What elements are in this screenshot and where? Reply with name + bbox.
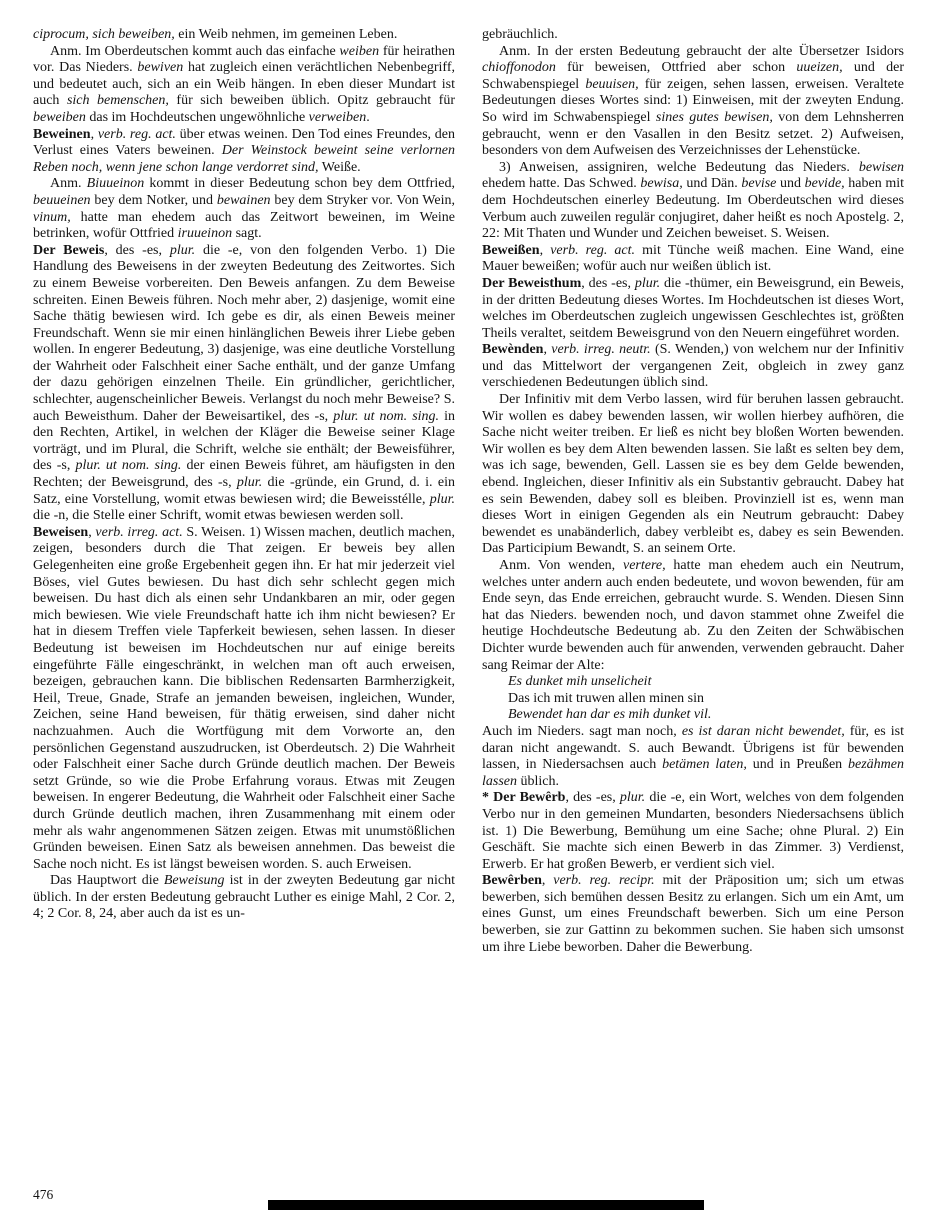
text-run: Das Hauptwort die <box>50 873 164 889</box>
two-column-text-block <box>33 27 904 956</box>
text-run: mit Tünche weiß machen. Eine Wand, eine Mauer beweißen; wofür auch nur weißen üblich ist. <box>482 242 905 275</box>
text-run: vertere, <box>622 558 666 573</box>
text-run: bey dem Stryker vor. Von Wein, <box>270 192 455 208</box>
text-run: plur. <box>429 491 455 507</box>
text-run: * Der Bewêrb <box>482 790 566 806</box>
text-run: hatte man ehedem auch das Zeitwort beweinen, im Weine betrinken, wofür Ottfried <box>33 209 455 242</box>
text-run: kommt in dieser Bedeutung schon bey dem Ottfried, <box>144 176 455 192</box>
entry-bewenden <box>482 342 904 392</box>
text-run: . <box>366 109 370 125</box>
text-run: , <box>539 242 551 258</box>
note-paragraph-anm <box>33 176 455 242</box>
text-run: gebräuchlich. <box>482 27 558 42</box>
text-run: Das ich mit truwen allen minen sin <box>508 690 704 706</box>
text-run: bewiven <box>137 60 184 76</box>
text-run: sagt. <box>232 226 262 242</box>
note-paragraph <box>482 160 904 243</box>
text-run: ist in der zweyten Bedeutung gar nicht üblich. In der ersten Bedeutung gebraucht Luther es einige Mahl, 2 Cor. 2, 4; 2 Cor. 8, 24, aber auch da ist es un- <box>33 873 455 922</box>
text-run: sines gutes bewisen, <box>655 109 773 125</box>
continuation-paragraph <box>482 27 904 44</box>
text-run: die -gründe, ein Grund, d. i. ein Satz, eine Vorstellung, womit etwas bewiesen wird; die Beweisstélle, <box>33 475 455 507</box>
text-run: verb. reg. act. <box>550 242 636 258</box>
text-run: hat zugleich einen verächtlichen Nebenbegriff, und bedeutet auch, sich an ein Weib hängen. In eben dieser Mundart ist auch <box>33 60 455 109</box>
text-run: hatte man ehedem auch ein Neutrum, welches unter andern auch enden bedeutete, und wovon bewenden, für am Ende seyn, das Ende erreichen, gebraucht wurde. S. Wenden. Diesen Sinn hat das Nieders. bewenden noch, und davon stammet ohne Zweifel die heutige Hochdeutsche Bedeutung ab. Zu den Zeiten der Schwäbischen Dichter wurde bewenden auch für anwenden, verwenden gebraucht. Daher sang Reimar der Alte: <box>482 558 905 673</box>
text-run: verweiben <box>308 109 367 125</box>
verse-line <box>508 691 904 708</box>
text-run: verb. reg. act. <box>97 126 176 142</box>
text-run: in den Rechten, Artikel, in welchen der Kläger die Beweise seiner Klage vorträgt, und im Plural, die Schrift, welche sie enthält; der Beweisführer, des -s, <box>33 408 456 474</box>
text-run: sich bemenschen, <box>66 93 169 109</box>
text-run: der einen Beweis führet, am häufigsten in den Rechten; der Beweisgrund, des -s, <box>33 458 456 491</box>
text-run: und Dän. <box>682 176 742 192</box>
text-run: uueizen, <box>796 60 843 76</box>
text-run: plur. ut nom. sing. <box>75 458 182 474</box>
entry-beweisen <box>33 525 455 873</box>
text-run: Auch im Nieders. sagt man noch, <box>482 723 682 739</box>
text-run: für sich beweiben üblich. Opitz gebraucht für <box>168 93 456 109</box>
body-paragraph <box>482 724 904 790</box>
text-run: die -e, von den folgenden Verbo. 1) Die Handlung des Beweisens in der zweyten Bedeutung des Zeitwortes. Sich zu einem Beweise vorbereiten. Den Beweis anfangen. Zu dem Beweise schreiten. Einen Beweis führen. Noch mehr aber, 2) dasjenige, womit eine Sache thätig bewiesen wird. Ich gebe es dir, als einen Beweis meiner Freundschaft. Wenn sie mir einen hinlänglichen Beweis ihrer Liebe geben wollen. In engerer Bedeutung, 3) dasjenige, was eine deutliche Vorstellung der Wahrheit oder Falschheit einer Sache enthält, und der ganze Umfang der dazu gehörigen einzelnen Theile. Ein gründlicher, gerichtlicher, schlechter, augenscheinlicher Beweis. Verlangst du noch mehr Beweise? S. auch Beweisthum. Daher der Beweisartikel, des -s, <box>33 242 456 424</box>
note-paragraph-anm <box>482 44 904 160</box>
text-run: , des -es, <box>565 790 620 806</box>
text-run: haben mit dem Hochdeutschen einerley Bedeutung. Im Oberdeutschen wird dieses Verbum auch zuweilen regulär conjugiret, daher heißt es noch Apostelg. 2, 22: Mit Thaten und Wunder und Zeichen beweiset. S. Weisen. <box>482 176 904 242</box>
text-run: Beweißen <box>482 242 540 258</box>
text-run: die -n, die Stelle einer Schrift, womit etwas bewiesen werden soll. <box>33 508 404 524</box>
text-run: es ist daran nicht bewendet, <box>681 723 845 739</box>
text-run: die -e, ein Wort, welches von dem folgenden Verbo nur in den gemeinen Mundarten, besonders Niedersachsens üblich ist. 1) Die Bewerbung, Bemühung um eine Sache; ohne Plural. 2) Ein Geschäft. Sie machte sich einen Bewerb in das Zimmer. 3) Verdienst, Erwerb. Er hat großen Bewerb, er verdient sich viel. <box>482 790 904 872</box>
note-paragraph-anm <box>482 558 904 674</box>
text-run: Der Beweisthum <box>482 275 582 291</box>
text-run: plur. <box>169 242 196 258</box>
right-column <box>482 27 904 956</box>
note-paragraph <box>33 873 455 923</box>
text-run: ein Weib nehmen, im gemeinen Leben. <box>174 27 398 42</box>
entry-bewerben <box>482 873 904 956</box>
text-run: und <box>776 176 805 192</box>
text-run: , des -es, <box>104 242 170 258</box>
text-run: von dem Lehnsherren gebraucht, wenn er den Vasallen in den Besitz setzet. 2) Aufweisen, besonders von dem Aufweisen des Verzeichnisses der Lehenstücke. <box>482 109 905 159</box>
page-number: 476 <box>33 1186 54 1202</box>
text-run: iruueinon <box>177 226 233 242</box>
text-run: Beweinen <box>33 126 91 142</box>
text-run: , des -es, <box>581 275 635 291</box>
text-run: und in Preußen <box>746 757 849 773</box>
text-run: die -thümer, ein Beweisgrund, ein Beweis, in der dritten Bedeutung dieses Wortes. Im Hochdeutschen ist dieses Wort, welches im Oberdeutschen zugleich ungewissen Geschlechtes ist, größten Theils veraltet, seitdem Beweisgrund von den Neuern eingeführet worden. <box>482 275 904 341</box>
scan-artifact-bar <box>268 1200 704 1210</box>
text-run: 3) Anweisen, assigniren, welche Bedeutung das Nieders. <box>499 159 859 175</box>
text-run: verb. reg. recipr. <box>553 873 655 889</box>
text-run: Beweisen <box>33 524 89 540</box>
verse-line <box>508 674 904 691</box>
text-run: plur. <box>619 790 646 806</box>
text-run: S. Weisen. 1) Wissen machen, deutlich machen, zeigen, besonders durch die That zeigen. Er beweis bey allen Gelegenheiten eine große Ergebenheit gegen ihn. Er hat mir jederzeit viel Böses, viel Gutes bewiesen. Du hast dich sehr schlecht gegen mich beweisen. Du hast dich als einen sehr Undankbaren an mir, oder gegen mich bewiesen. Wie viele Freundschaft hatte ich ihm nicht bewiesen? Er hat in diesem Treffen viele Tapferkeit bewiesen, sehen lassen. In dieser Bedeutung ist beweisen im Hochdeutschen nur auf einige bereits eingeführte Fälle eingeschränkt, in welchen man oft auch erweisen, bezeigen, gebrauchen kann. Die biblischen Redensarten Barmherzigkeit, Heil, Treue, Gnade, Strafe an jemanden beweisen, ingleichen, Wunder, Zeichen, seine Hand beweisen, für thätig erweisen, sind daher nicht nachzuahmen. Auch die Wortfügung mit dem Vorworte an, den persönlichen Gegenstand auszudrucken, ist Oberdeutsch. 2) Die Wahrheit oder Falschheit einer Sache durch Gründe deutlich machen. Der Beweis setzt Gründe, so wie die Probe Erfahrung voraus. Etwas mit Zeugen beweisen. In engerer Bedeutung, die Wahrheit oder Falschheit einer Sache durch Gründe deutlich machen, ihren Zusammenhang mit einem oder mehr als wahr angenommenen Sätzen zeigen. Etwas mit unumstößlichen Gründen beweisen. Einen Satz als beweisen annehmen. Das beweist die Sache noch nicht. Es ist längst beweisen worden. S. auch Erweisen. <box>33 524 455 872</box>
text-run: ciprocum, sich beweiben, <box>33 27 175 42</box>
text-run: üblich. <box>517 773 559 789</box>
text-run: vinum, <box>33 209 71 225</box>
text-run: bevise <box>741 176 777 192</box>
text-run: betämen laten, <box>662 757 747 773</box>
text-run: Anm. Von wenden, <box>499 558 623 573</box>
text-run: , <box>88 524 96 540</box>
text-run: Anm. Im Oberdeutschen kommt auch das einfache <box>50 43 340 59</box>
entry-der-beweisthum <box>482 276 904 342</box>
text-run: verb. irreg. act. <box>95 524 183 540</box>
text-run: Es dunket mih unselicheit <box>508 674 652 690</box>
text-run: chioffonodon <box>482 60 556 76</box>
text-run: bewisen <box>858 159 904 175</box>
entry-beweinen <box>33 127 455 177</box>
text-run: das im Hochdeutschen ungewöhnliche <box>85 109 309 125</box>
verse-line <box>508 707 904 724</box>
text-run: bevide, <box>804 176 845 192</box>
text-run: beweiben <box>33 109 86 125</box>
text-run: Anm. <box>50 176 87 192</box>
text-run: Anm. In der ersten Bedeutung gebraucht der alte Übersetzer Isidors <box>499 43 904 59</box>
text-run: über etwas weinen. Den Tod eines Freundes, den Verlust eines Vaters beweinen. <box>33 126 455 159</box>
text-run: bewainen <box>216 192 271 208</box>
text-run: beuueinen <box>33 192 91 208</box>
text-run: Weiße. <box>318 159 361 175</box>
text-run: weiben <box>339 43 380 59</box>
entry-beweissen <box>482 243 904 276</box>
continuation-paragraph <box>33 27 455 44</box>
text-run: , <box>90 126 98 142</box>
text-run: plur. <box>634 275 661 291</box>
text-run: für beweisen, Ottfried aber schon <box>555 60 797 76</box>
entry-der-beweis <box>33 243 455 525</box>
text-run: plur. ut nom. sing. <box>333 408 440 424</box>
text-run: für zeigen, sehen lassen, erweisen. Veraltete Bedeutungen dieses Wortes sind: 1) Einweisen, mit der zweyten Endung. So wird im Schwabenspiegel <box>482 76 904 125</box>
text-run: mit der Präposition um; sich um etwas bewerben, sich bemühen dessen Besitz zu erlangen. Sich um ein Amt, um eines Gunst, um eines Freundschaft bewerben. Sich um eine Person bewerben, sie zur Gattinn zu bekommen suchen. Sie haben sich umsonst um ihre Liebe beworben. Daher die Bewerbung. <box>482 873 905 955</box>
text-run: bey dem Notker, und <box>90 192 217 208</box>
text-run: bewisa, <box>640 176 683 192</box>
text-run: beuuisen, <box>585 76 639 92</box>
text-run: Bewêrben <box>482 873 542 889</box>
text-run: Beweisung <box>163 873 225 889</box>
text-run: Der Beweis <box>33 242 105 258</box>
text-run: , <box>543 342 552 358</box>
text-run: verb. irreg. neutr. <box>551 342 651 358</box>
text-run: und der Schwabenspiegel <box>482 60 904 92</box>
text-run: Bewènden <box>482 342 544 358</box>
text-run: Der Weinstock beweint seine verlornen Reben noch, wenn jene schon lange verdorret sind, <box>33 143 455 175</box>
entry-der-bewerb <box>482 790 904 873</box>
body-paragraph <box>482 392 904 558</box>
note-paragraph-anm <box>33 44 455 127</box>
text-run: Bewendet han dar es mih dunket vil. <box>508 707 712 723</box>
text-run: (S. Wenden,) von welchem nur der Infinitiv und das Mittelwort der vergangenen Zeit, obgleich in zwey ganz verschiedenen Bedeutungen üblich sind. <box>482 342 905 391</box>
text-run: bezähmen lassen <box>482 757 905 789</box>
text-run: Der Infinitiv mit dem Verbo lassen, wird für beruhen lassen gebraucht. Wir wollen es dabey bewenden lassen, wir wollen hierbey aufhören, die Sache nicht weiter treiben. Er ließ es nicht bey bloßen Worten bewenden. Wir wollen es bey dem Alten bewenden lassen. Sie laßt es selten bey dem, was ich sage, bewenden, Gell. Lassen sie es bey dem Gelde bewenden, ebend. Ingleichen, dieser Infinitiv als ein Substantiv gebraucht. Dabey hat es sein Bewenden, dabey soll es bleiben. Provinziell ist es, wenn man dieses Wort in einigen Gegenden als ein Neutrum gebraucht: Dabey bewendet es unabänderlich, dabey verbleibt es, dabey es sein Bewenden. Das Participium Bewandt, S. an seinem Orte. <box>482 392 904 557</box>
text-run: Biuueinon <box>86 176 145 192</box>
left-column <box>33 27 455 956</box>
text-run: ehedem hatte. Das Schwed. <box>482 176 641 192</box>
text-run: für heirathen vor. Das Nieders. <box>33 43 455 76</box>
text-run: plur. <box>236 475 263 491</box>
text-run: für, es ist daran nicht angewandt. S. auch Bewandt. Übrigens ist für bewenden lassen, in Niedersachsen auch <box>482 723 905 773</box>
text-run: , <box>541 873 554 889</box>
